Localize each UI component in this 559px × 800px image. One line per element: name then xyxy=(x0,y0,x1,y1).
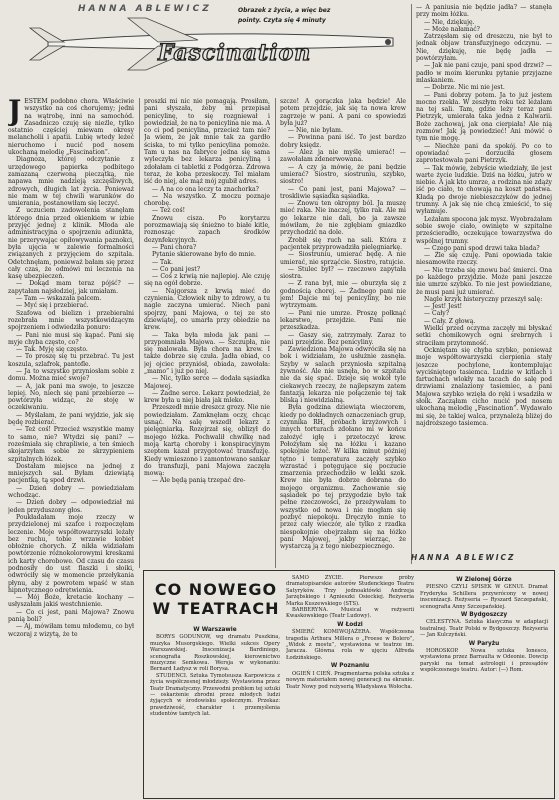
city-heading: W Łodzi xyxy=(337,621,363,628)
article-author-banner: HANNA ABLEWICZ xyxy=(78,4,212,14)
article-column-2: proszki mi nic nie pomagają. Prosiłam, pani słyszała, żeby mi przepisał penicylinę, to się rozgniewał i powiedział, że na to penicylina nie ma. A co ci pod penicylina, przecież tam nie? Ja wiem, że jak mnie tak za gardło ściska, to mi tylko penicylina pomoże. Tam u nas na fabryce jedna się sama wyleczyła bez lekarza penicyliną i zdołałam ci tabletki z Podgórza. Zdrowa teraz, że koba przeskoczy. Tel miałam iść do niej, ale mąż mój zgubił adres. — A na co ona leczy ta znachorka? — Na wszystko. Z moczu poznaje chorobę. — Też coś! Znowu cisza. Po korytarzu porozmawiają się śnieżno to białe kitle, roznosząc zapach środków dezynfekcyjnych. — Pani chora? Pytanie skierowane było do mnie. — Tak. — Co pani jest? — Coś z krwią nie najlepiej. Ale czuję się na ogół dobrze. — Najgorsza z krwią mieć do czynienia. Człowiek niby to zdrowy, a tu nagle zaczyna umierać. Niech pani spojrzy, pani Majowa, o tej ze sto dziewiątej, co umarła przy obiedzie na krew. — Taka była młoda jak pani — przypomniała Majowa. — Szczupła, nie się malowała. Była chora na krew. I także dobrze się czuła. Jadła obiad, co jej ojciec przyniósł, obiada, zawołała: „mamo” i już po niej. — Nic, tylko serce — dodała sąsiadka Majowej. — Żadne serce. Lekarz powiedział, że krew była u niej biała jak mleko. Przeszedł mnie dreszcz grozy. Nie nie powiedziałam. Zamknęłam oczy, chcąc usnąć. Na salę wszedł lekarz z pielęgniarką. Rozejrzał się, oblizył do mojego łóżka. Pochwalił chwilkę nad moją kartą choroby i konspiracyjnym szeptem kazał przygotować transfuzję. Kiedy wmieszono i zamontowano sankar do transfuzji, pani Majowa zaczęła mową: — Ale będą panią trzepać dre- xyxy=(144,98,270,485)
city-heading: W Warszawie xyxy=(193,627,237,633)
theatre-column-3: W Zielonej Górze PIESNO CZYLI SPISEK W GENUI. Dramat Fryderyka Schillera przywrócony w nowej inscenizacji. Reżyseria — Ryszard Szczepański, scenografia Anny Szczepańskiej. W Bydgoszczy CELESTYNA. Sztuka klasyczna w adaptacji teatralnej. Teatr Polski w Bydgoszczy. Reżyseria — Jan Kulczyński. W Paryżu HOROSKOP. Nowa sztuka Ionesco, wystawiona przez Barraulta w Odeonie. Dowcip paryski na temat astrologii i przesądów współczesnego teatru. Autor: (—) Rom. xyxy=(420,577,548,674)
theatre-news-title: CO NOWEGO W TEATRACH xyxy=(152,580,280,618)
theatre-column-1: W Warszawie BORYS GODUNOW, wg dramatu Puszkina, muzyka Musorgskiego. Wielki sukces Opery Warszawskiej. Inscenizacja Bardiniego, scenografia Roszkowskiej, kierownictwo muzyczne Semkowa. Wersja w wykonaniu: Bernard Ładysz w roli Borysa. STUDENCI. Sztuka Tymoteusza Karpowicza z życia współczesnej młodzieży. Wystawiona przez Teatr Dramatyczny. Przewodni problem tej sztuki — oskarżenie zbrodni przez młodych ludzi żyjących w środowisku społecznym. Przekaz: prawdziwość, charakter i przemyślenia studentów tamtych lat. xyxy=(150,627,280,718)
drop-cap: J xyxy=(8,98,22,127)
article-title: Fascination xyxy=(158,40,312,66)
city-heading: W Poznaniu xyxy=(330,663,370,670)
column-divider xyxy=(139,98,140,568)
article-column-1: JESTEM podobno chora. Właściwie wszystko na coś chorujemy; jedni na wątrobę, inni na samochód. Zasadniczo czuję się nieźle, tylko ostatnio częściej miewam okresy melancholii i apatii. Lubię wtedy leżeć nieruchomo i nucić pod nosem ukochaną melodię „Fascination”. Diagnoza, której odczytanie z urzędowego papierka podbitego zamazaną czerwoną pieczątką, nie napawa mnie nadzieją szczęśliwych, zdrowych, długich lat życia. Ponieważ nie mam w tej chwili warunków do umierania, postanowiłam się leczyć. Z uczuciem zadowolenia stanęłam którego dnia przed okienkiem w izbie przyjęć jednej z klinik. Młoda ale administracyjna o spojrzeniu adiunkta, nie przerywając opiłowywania paznokci, była ujęcia w zalewie formalności związanych z przyjęciem do szpitala. Odetchnęłam, ponieważ bałam się przez cały czas, że odmówi mi leczenia na kasę ubezpieczeń. — Dokąd mam teraz pójść? — zapytałam najsłodziej, jak umiałam. — Tam — wskazała palcem. — Myć się i przebierać. Szafowa od bielizn i przebieralni rozebrała mnie wszystkowidzącym spojrzeniem i odwiedziła ponuro: — Pani nie musi się kąpać. Pani się myje chyba często, co? — Tak. Myję się często. — To proszę się tu przebrać. Tu jest koszula, szlafrok, pantofle. — Ja to wszystko przyniosłam sobie z domu. Można mieć swoje? — A, jak pani ma swoje, to jeszcze lepiej. No, niech się pani przebierze — powtórzyła widząc, że stoję w oczekiwaniu. — Myślałam, że pani wyjdzie, jak się będę rozbierać. — Też coś! Przecież wszystkie mamy to samo, nie? Wtydzi się pani? — roześmiała się chrapliwie, a ten śmiech skojarzyłam sobie ze skrzypieniem szpitalnych łóżek. Dostałam miejsce na jednej z mniejszych sal. Byłam dziewiątą pacjentką, tą spod drzwi. — Dzień dobry — powiedziałam wchodząc. — Dzień dobry — odpowiedział mi jeden przyduszony głos. Poukładałam moje rzeczy w przydzielonej mi szafce i rozpoczęłam leczenie. Moje współtowarzyszki leżały bez ruchu, tobie wrzawie kobiet obłożnie chorych. Z nikła widziałam powtórzenie różnokolorowymi kreskami ich karty chorobowe. Od czasu do czasu podnosiły do ust flaszki i słoiki, odwróciły się w momencie przełykania płynu, aby z powrotem wpaść w stan hipnotycznego odrętwienia. — Mój Boże, kretacie kochany — usłyszałam jakiś westchnienie. — Co ci jest, pani Majowa? Znowu panią boli? — Aj, mówiłam temu młodemu, co był wczoraj z wizytą, że te xyxy=(8,98,134,638)
column-divider xyxy=(275,98,276,568)
article-column-3: szcze! A gorączka jaka będzie! Ale potem przejdzie, jak się ta nowa krew zagrzeje w pani. A pani co spowiedzi była już? — Nie, nie byłam. — Powinna pani iść. To jest bardzo dobry księdz. — Alez ja nie myślę umierać! — zawołałam zdenerwowana. — A czy ja mówię, że pani będzie umierać? Siostro, siostruniu, szybko, siostro! — Co pani jest, pani Majowa? — troskliwie sąsiadka sąsiadka. — Znowu ten okropny ból. Ja muszę mieć raka. Nie inaczej, tylko rak. Ale mi go lekarze nie dali, bo ja zawsze mówiłam, że nie zgłębiam gniazdko przychodzić na dole. Zrobił się ruch na sali. Która z pacjentek przyprowadziła pielęgniarkę. — Siostruniu, umierać będę. A nie umierać, nie sprząćcie. Siostro, ratujcie. — Stulec był? — rzeczowo zapytała siostra. — Z rana był, mie — oburzyła się z godnością chorej. — Żadnego pani nie jem! Dajcie mi tej penicyliny, bo nie wytrzymam. — Pani nie umrze. Proszę połknąć lekarstwo, przejdzie. Pani nie przeszkadza. — Gaszy się, zatrzymały. Zaraz to pani przejdzie. Bez penicyliny. Zawiedziona Majowa odwróciła się na bok i widziałam, że usłużnie zasnęła. Szyby w salach przyniosła szpitalną żywność. Ale nie usnęła, bo w szpitalu nie da się spać. Dzieje się wokół tyle ciekawych rzeczy, że najlepszym zatem fantazją lekarza nie połączenie tej tak bliską i niewidzialną. Była godzina dziewiąta wieczorem, kiedy po dokładnych oznaczeniach grup, czynnika RH, próbach krzyżowych i innych torturach zdołano mi w końcu założyć igłę i przetoczyć krew. Położyłam się na łóżku i kazano spokojnie leżeć. W kilka minut później tętno i temperatura zaczęły szybko wzrastać i potęgujące się poczucie zmarzenia przechodziło w lekki szok. Krew nie była dobrze dobrana do mojego organizmu. Zachowanie się sąsiadek po tej przygodzie było tak pełne rzeczowości, że przeżywałam to wszystko od nowa i nie mogłam się pozbyć niepokoju. Dręczyło mnie to przez cały wieczór, ale tylko z rzadka niespokojnie obejrzałam się na łóżko pani Majowej, jakby wierząc, że wystarczą ją z tego niebezpiecznego. xyxy=(280,98,406,551)
column-divider xyxy=(411,4,412,564)
article-subtitle: Obrazek z życia, a więc bez pointy. Czyta się 4 minuty xyxy=(238,7,331,24)
article-signature: HANNA ABLEWICZ xyxy=(411,553,516,562)
city-heading: W Zielonej Górze xyxy=(456,577,512,583)
article-header xyxy=(8,4,398,72)
city-heading: W Paryżu xyxy=(468,640,500,647)
theatre-column-2: SAMO ŻYCIE. Pierwsze próby dramatopisarskie autorów Studenckiego Teatru Satyryków. Trzy jednoaktówki Andrzeja Jarzębskiego i Agnieszki Osieckiej. Reżyseria Marka Kuszewskiego (STS). BARBERYNA. Musical w reżyserii Kwaskowskiego (Teatr Ludowy). W Łodzi ŚMIERĆ KOMIWOJAŻERA. Współczesna tragedia Arthura Millera o „Froese w Bolero”, „Widok z mostu”, wystawiona w teatrze im. Jaracza. Główna rola w ujęciu Alfreda Łodzińskiego. W Poznaniu OGIEŃ I CIEŃ. Pragmentarna polska sztuka z nowym materiałem nowej generacji na ekranie. Teatr Nowy pod reżyserią Władysława Wołocha. xyxy=(286,575,414,690)
article-column-4: — A paniusia nie będzie jadła? — stanęła przy moim łóżku. — Nie, dziękuję. — Może nałamać? Zatrzęsłam się od dreszczu, nie był to jednak objaw transfuzyjnego odczynu. — Nie, dziękuję, nie będę jadła — powtórzyłam. — Jak nie pani czuje, pani spod drzwi? — padło w moim kierunku pytanie przyjazne mlaskaniem. — Dobrze. Nic mi nie jest. — Pani dobrzy potem. Ja to już jestem mocno rzekła. W zeszłym roku też leżałam na tej sali. Tam, gdzie leży teraz pani Pietrzyk, umierała taka jedna z Kalwarii. Boże zachowaj, jak ona cierpiała! Ale nią rozmów! Jak ją powiedzieć! Ani mówić o tym nie mogę. — Niechże pani da spokój. Po co to opowiadać — dorzuciła głosem zaprotestowała pani Pietrzyk. — Tak mówię, żebyście wiedziały, ile jest warte życie ludzkie. Dziś na łóżku, jutro w niebie. A jak kto umrze, a rodzina nie zdąży iść po ciało, to chowają na koszt państwa. Kładą po dwoje niebieszczyków do jednej trumny. A jak się nie chcą zmieścić, to się wyłamuje. Leżałam spocona jak mysz. Wyobrażałam sobie swoje ciało, owinięte w szpitalne prześcieradło, oczekujące towarzystwa do wspólnej trumny. — Czego pani spod drzwi taka blada? — Źle się czuję. Pani opowiada takie niesamowite rzeczy. — Nie trzeba się znowu bać śmierci. Ona po każdego przyjdzie. Może pani jeszcze nie umrze szybko. To nie jest powiedziane, że musi pani już umierać. Nagle krzyk histeryczny przeszył salę: — Jest! Jest! — Cały? — Cały. Z głową. Wielki przed oczyma zaczęły mi błyskać setki chomikowych ogni srebrnych i straciłam przytomność. Ockniętam się chyba szybko, ponieważ moje współtowarzyszki cierpienia stały jeszcze pochylone, kontemplując wyciśniętego tasiemca. Ludzie w kitlach i fartuchach wlokły na tacach do salę pod drzwiami znalaziony tasiemiec, a pani Majowa szybko wzięła do ręki i wsadziła w słoik. Zacząłam cicho nucić pod nosem ukochaną melodię „Fascination”. Wydawało mi się, że takiej walca, przynależą bliżej do najdroższego tasiemca. xyxy=(416,4,552,427)
city-heading: W Bydgoszczy xyxy=(460,612,508,619)
